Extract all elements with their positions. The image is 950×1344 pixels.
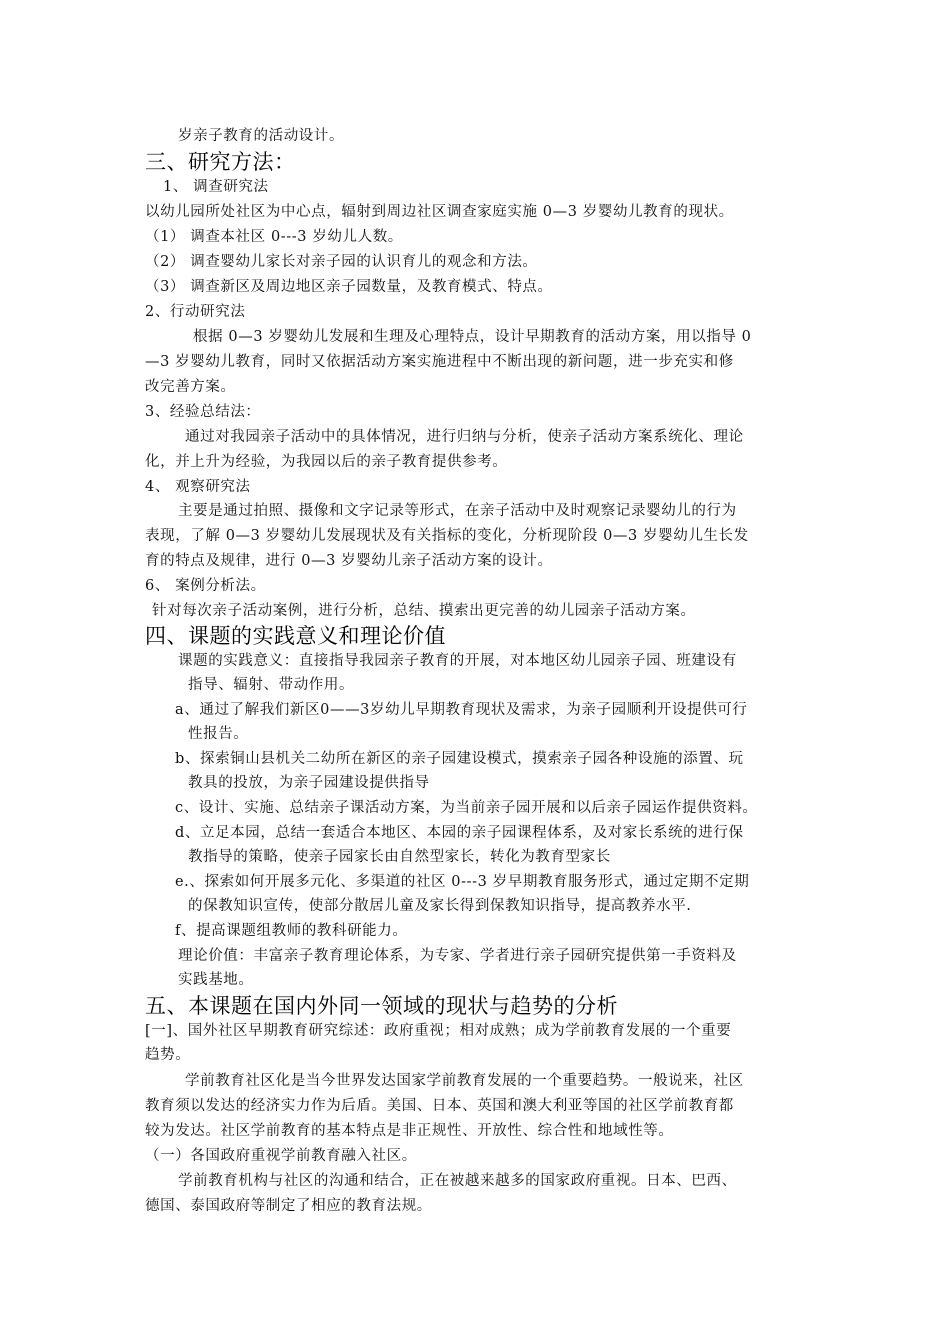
text-line: 化，并上升为经验，为我园以后的亲子教育提供参考。 [145,454,508,470]
text-line: 实践基地。 [178,972,254,988]
text-line: 主要是通过拍照、摄像和文字记录等形式，在亲子活动中及时观察记录婴幼儿的行为 [178,503,737,519]
list-item: c、设计、实施、总结亲子课活动方案，为当前亲子园开展和以后亲子园运作提供资料。 [175,800,758,816]
list-item: f、提高课题组教师的教科研能力。 [175,923,408,939]
list-item: d、立足本园，总结一套适合本地区、本园的亲子园课程体系，及对家长系统的进行保 [175,825,744,841]
list-item: e.、探索如何开展多元化、多渠道的社区 0---3 岁早期教育服务形式，通过定期不定期 [175,874,750,890]
list-item: b、探索铜山县机关二幼所在新区的亲子园建设模式，摸索亲子园各种设施的添置、玩 [175,751,744,767]
text-line: 针对每次亲子活动案例，进行分析，总结、摸索出更完善的幼儿园亲子活动方案。 [152,603,696,619]
text-line: 岁亲子教育的活动设计。 [178,128,345,144]
text-line: 性报告。 [188,726,249,742]
subheading-observation-research: 4、 观察研究法 [145,479,251,495]
text-line: [一]、国外社区早期教育研究综述：政府重视；相对成熟；成为学前教育发展的一个重要 [145,1023,732,1039]
section-heading-significance: 四、课题的实践意义和理论价值 [145,624,446,648]
list-item: （3） 调查新区及周边地区亲子园数量，及教育模式、特点。 [145,279,553,295]
text-line: 指导、辐射、带动作用。 [188,677,355,693]
text-line: 课题的实践意义：直接指导我园亲子教育的开展，对本地区幼儿园亲子园、班建设有 [178,653,737,669]
subheading-experience-summary: 3、经验总结法： [145,404,261,420]
text-line: 通过对我园亲子活动中的具体情况，进行归纳与分析，使亲子活动方案系统化、理论 [185,429,744,445]
subheading-survey-method: 1、 调查研究法 [163,179,269,195]
list-item: （1） 调查本社区 0---3 岁幼儿人数。 [145,229,403,245]
text-line: 的保教知识宣传，使部分散居儿童及家长得到保教知识指导，提高教养水平. [188,898,692,914]
text-line: 以幼儿园所处社区为中心点，辐射到周边社区调查家庭实施 0—3 岁婴幼儿教育的现状。 [145,204,734,220]
list-item: a、通过了解我们新区0——3岁幼儿早期教育现状及需求，为亲子园顺利开设提供可行 [175,702,748,718]
subheading-case-analysis: 6、 案例分析法。 [145,578,266,594]
text-line: 德国、泰国政府等制定了相应的教育法规。 [145,1198,432,1214]
text-line: —3 岁婴幼儿教育，同时又依据活动方案实施进程中不断出现的新问题，进一步充实和修 [145,354,734,370]
text-line: 根据 0—3 岁婴幼儿发展和生理及心理特点，设计早期教育的活动方案，用以指导 0 [193,329,752,345]
text-line: 改完善方案。 [145,379,236,395]
text-line: 学前教育社区化是当今世界发达国家学前教育发展的一个重要趋势。一般说来，社区 [185,1073,744,1089]
text-line: 教具的投放，为亲子园建设提供指导 [188,775,430,791]
text-line: 趋势。 [145,1047,191,1063]
text-line: 学前教育机构与社区的沟通和结合，正在被越来越多的国家政府重视。日本、巴西、 [178,1173,737,1189]
text-line: 教育须以发达的经济实力作为后盾。美国、日本、英国和澳大利亚等国的社区学前教育都 [145,1098,734,1114]
list-item: （2） 调查婴幼儿家长对亲子园的认识育儿的观念和方法。 [145,254,538,270]
subheading-action-research: 2、行动研究法 [145,304,246,320]
text-line: 理论价值：丰富亲子教育理论体系，为专家、学者进行亲子园研究提供第一手资料及 [178,948,737,964]
text-line: 教指导的策略，使亲子园家长由自然型家长，转化为教育型家长 [188,849,611,865]
section-heading-research-methods: 三、研究方法： [145,150,296,174]
text-line: 育的特点及规律，进行 0—3 岁婴幼儿亲子活动方案的设计。 [145,553,553,569]
subheading-government-support: （一）各国政府重视学前教育融入社区。 [145,1148,417,1164]
text-line: 较为发达。社区学前教育的基本特点是非正规性、开放性、综合性和地域性等。 [145,1123,674,1139]
text-line: 表现，了解 0—3 岁婴幼儿发展现状及有关指标的变化，分析现阶段 0—3 岁婴幼儿生长发 [145,528,749,544]
section-heading-status-trends: 五、本课题在国内外同一领域的现状与趋势的分析 [145,994,618,1018]
